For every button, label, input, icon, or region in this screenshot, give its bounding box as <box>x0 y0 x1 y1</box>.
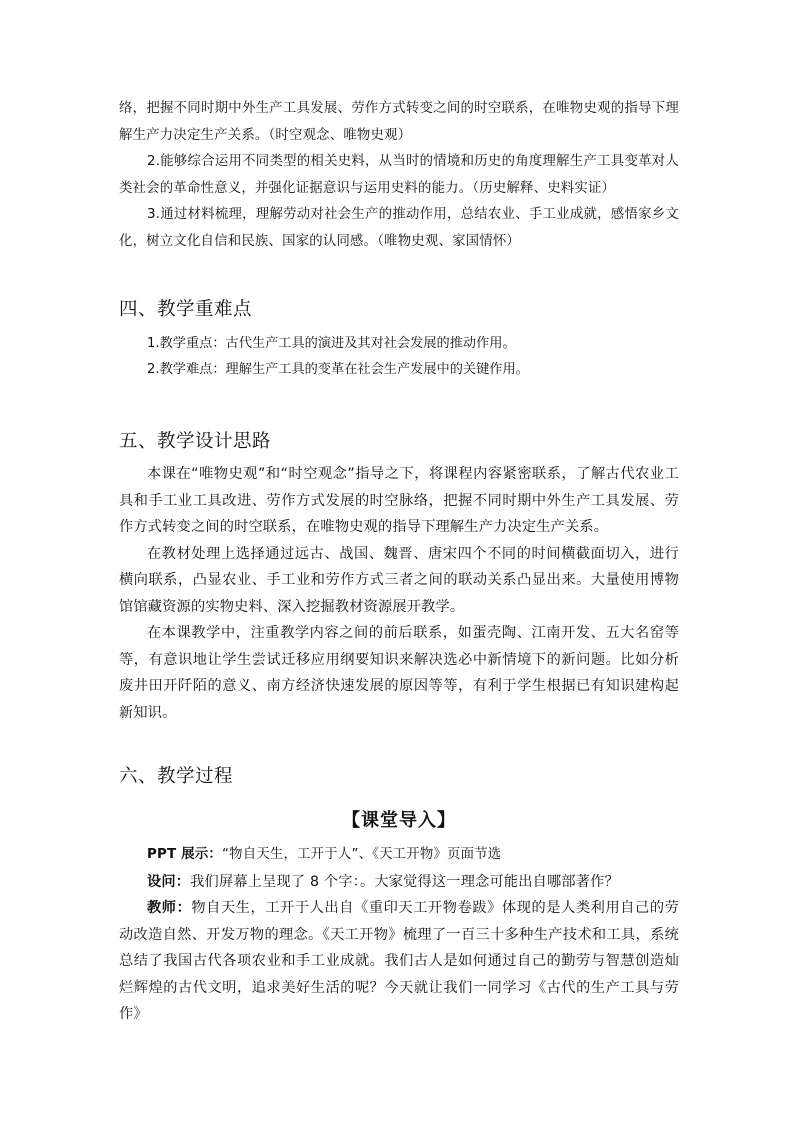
objective-continuation: 络，把握不同时期中外生产工具发展、劳作方式转变之间的时空联系，在唯物史观的指导下理解生产力决定生产关系。（时空观念、唯物史观） <box>119 101 679 143</box>
section-4-heading: 四、教学重难点 <box>119 299 253 320</box>
document-page <box>119 96 679 1028</box>
key-point-item: 1.教学重点：古代生产工具的演进及其对社会发展的推动作用。 <box>147 336 516 351</box>
section-5-heading: 五、教学设计思路 <box>119 431 272 452</box>
section-6-heading: 六、教学过程 <box>119 766 234 787</box>
objective-2: 2.能够综合运用不同类型的相关史料，从当时的情境和历史的角度理解生产工具变革对人类社会的革命性意义，并强化证据意识与运用史料的能力。（历史解释、史料实证） <box>119 154 679 196</box>
design-paragraph-1: 本课在“唯物史观”和“时空观念”指导之下，将课程内容紧密联系，了解古代农业工具和手工业工具改进、劳作方式发展的时空脉络，把握不同时期中外生产工具发展、劳作方式转变之间的时空联系，在唯物史观的指导下理解生产力决定生产关系。 <box>119 466 679 535</box>
objective-3: 3.通过材料梳理，理解劳动对社会生产的推动作用，总结农业、手工业成就，感悟家乡文化，树立文化自信和民族、国家的认同感。（唯物史观、家国情怀） <box>119 207 679 249</box>
teacher-text: 物自天生，工开于人出自《重印天工开物卷跋》体现的是人类利用自己的劳动改造自然、开发万物的理念。《天工开物》梳理了一百三十多种生产技术和工具，系统总结了我国古代各项农业和手工业成就。我们古人是如何通过自己的勤劳与智慧创造灿烂辉煌的古代文明，追求美好生活的呢？今天就让我们一同学习《古代的生产工具与劳作》 <box>119 900 679 1022</box>
section-5-body <box>119 461 679 726</box>
ppt-text: “物自天生，工开于人”、《天工开物》页面节选 <box>222 847 502 862</box>
difficult-point-item: 2.教学难点：理解生产工具的变革在社会生产发展中的关键作用。 <box>147 362 529 377</box>
question-text: 我们屏幕上呈现了 8 个字：。大家觉得这一理念可能出自哪部著作？ <box>190 873 619 890</box>
question-label: 设问： <box>147 873 191 890</box>
teacher-paragraph <box>119 895 679 1028</box>
lesson-intro-title: 【课堂导入】 <box>342 810 456 831</box>
design-paragraph-3: 在本课教学中，注重教学内容之间的前后联系，如蛋壳陶、江南开发、五大名窑等等，有意识地让学生尝试迁移应用纲要知识来解决选必中新情境下的新问题。比如分析废井田开阡陌的意义、南方经济快速发展的原因等等，有利于学生根据已有知识建构起新知识。 <box>119 625 679 721</box>
section-4-list <box>119 331 679 383</box>
design-paragraph-2: 在教材处理上选择通过远古、战国、魏晋、唐宋四个不同的时间横截面切入，进行横向联系，凸显农业、手工业和劳作方式三者之间的联动关系凸显出来。大量使用博物馆馆藏资源的实物史料、深入挖掘教材资源展开教学。 <box>119 545 679 615</box>
question-line <box>119 869 679 896</box>
ppt-label: PPT 展示： <box>147 847 222 862</box>
teacher-label: 教师： <box>147 900 192 916</box>
ppt-line <box>119 842 679 869</box>
